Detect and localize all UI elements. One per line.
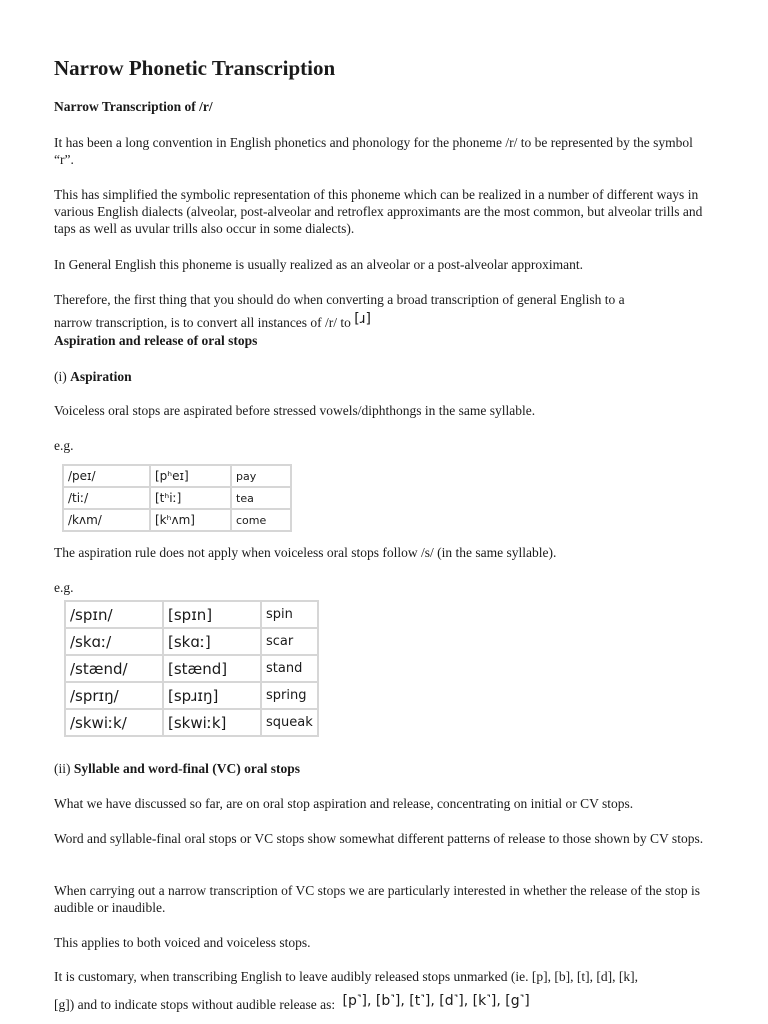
paragraph: The aspiration rule does not apply when voiceless oral stops follow /s/ (in the same syllable). [54,545,557,560]
table-cell: [spɪn] [163,601,261,628]
table-cell: [stænd] [163,655,261,682]
subsection-heading [54,368,714,385]
table-cell: [skɑː] [163,628,261,655]
paragraph: What we have discussed so far, are on oral stop aspiration and release, concentrating on initial or CV stops. [54,796,634,811]
paragraph: This has simplified the symbolic representation of this phoneme which can be realized in a number of different ways in various English dialects (alveolar, post-alveolar and retroflex approximants are the most common, but alveolar trills and taps as well as uvular trills also occur in some dialects). [54,187,703,236]
table-row [63,509,291,531]
table-cell: tea [231,487,291,509]
table-row [63,487,291,509]
subsection-number: (ii) [54,761,71,776]
ipa-symbol: [ɹ] [354,311,372,327]
example-label: e.g. [54,438,74,453]
subsection-number: (i) [54,369,67,384]
table-cell: /peɪ/ [63,465,150,487]
ipa-symbols: [p˺], [b˺], [t˺], [d˺], [k˺], [g˺] [342,993,530,1009]
table-cell: /kʌm/ [63,509,150,531]
table-cell: scar [261,628,318,655]
table-cell: stand [261,655,318,682]
subsection-title: Syllable and word-final (VC) oral stops [73,761,301,776]
table-cell: come [231,509,291,531]
table-row [65,601,318,628]
paragraph [54,993,714,1014]
paragraph: Word and syllable-final oral stops or VC stops show somewhat different patterns of release to those shown by CV stops. [54,831,704,846]
table-cell: /stænd/ [65,655,163,682]
table-cell: pay [231,465,291,487]
table-row [65,709,318,736]
paragraph: It has been a long convention in English phonetics and phonology for the phoneme /r/ to be represented by the symbol “r”. [54,135,693,167]
paragraph: In General English this phoneme is usually realized as an alveolar or a post-alveolar approximant. [54,257,583,272]
s-cluster-table [64,600,319,737]
section-heading-r: Narrow Transcription of /r/ [54,99,213,114]
table-cell: [tʰiː] [150,487,231,509]
table-cell: /spɪn/ [65,601,163,628]
subsection-title: Aspiration [70,369,132,384]
table-cell: [skwiːk] [163,709,261,736]
table-row [65,655,318,682]
table-cell: spin [261,601,318,628]
aspiration-table [62,464,292,532]
paragraph-text: [g]) and to indicate stops without audible release as: [54,997,336,1012]
paragraph: Therefore, the first thing that you should do when converting a broad transcription of general English to a [54,292,625,307]
table-row [65,628,318,655]
table-row [63,465,291,487]
paragraph [54,311,714,332]
table-cell: /sprɪŋ/ [65,682,163,709]
example-label: e.g. [54,580,74,595]
table-cell: /skɑː/ [65,628,163,655]
paragraph: It is customary, when transcribing English to leave audibly released stops unmarked (ie. [p], [b], [t], [d], [k], [54,969,638,984]
table-cell: squeak [261,709,318,736]
table-cell: /skwiːk/ [65,709,163,736]
paragraph-text: narrow transcription, is to convert all instances of /r/ to [54,315,351,330]
table-cell: [pʰeɪ] [150,465,231,487]
subsection-heading [54,760,714,777]
section-heading-aspiration: Aspiration and release of oral stops [54,333,258,348]
paragraph: This applies to both voiced and voiceless stops. [54,935,311,950]
table-cell: [kʰʌm] [150,509,231,531]
page-title: Narrow Phonetic Transcription [54,56,336,80]
paragraph: Voiceless oral stops are aspirated before stressed vowels/diphthongs in the same syllable. [54,403,536,418]
table-cell: spring [261,682,318,709]
paragraph: When carrying out a narrow transcription of VC stops we are particularly interested in whether the release of the stop is audible or inaudible. [54,883,701,915]
table-row [65,682,318,709]
table-cell: /tiː/ [63,487,150,509]
table-cell: [spɹɪŋ] [163,682,261,709]
